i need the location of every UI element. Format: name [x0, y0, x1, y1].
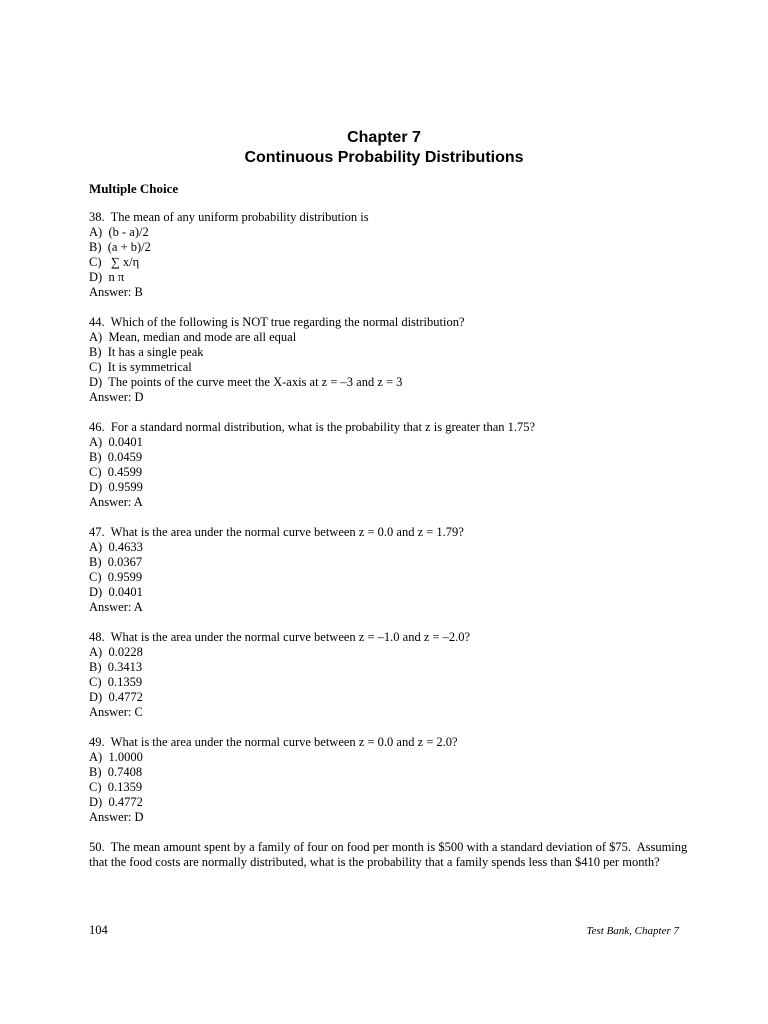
question-stem: 46. For a standard normal distribution, what is the probability that z is greater than 1.75? [89, 420, 536, 434]
answer-option: C) 0.1359 [89, 780, 143, 794]
page-number: 104 [89, 923, 108, 937]
answer-option: D) 0.9599 [89, 480, 143, 494]
answer-option: A) 0.4633 [89, 540, 143, 554]
question-stem: 47. What is the area under the normal curve between z = 0.0 and z = 1.79? [89, 525, 464, 539]
answer-key: Answer: A [89, 600, 143, 614]
question-stem: 49. What is the area under the normal curve between z = 0.0 and z = 2.0? [89, 735, 458, 749]
question-stem: 44. Which of the following is NOT true regarding the normal distribution? [89, 315, 465, 329]
answer-option: B) It has a single peak [89, 345, 204, 359]
question-stem: 50. The mean amount spent by a family of four on food per month is $500 with a standard deviation of $75. Assuming that the food costs are normally distributed, what is the probability that a family spends less than $410 per month? [89, 840, 691, 869]
answer-option: A) (b - a)/2 [89, 225, 149, 239]
answer-option: C) 0.9599 [89, 570, 143, 584]
question-item [89, 315, 694, 405]
answer-key: Answer: D [89, 390, 144, 404]
answer-key: Answer: A [89, 495, 143, 509]
answer-option: B) 0.7408 [89, 765, 143, 779]
running-footer-title: Test Bank, Chapter 7 [586, 925, 679, 937]
answer-option: B) 0.3413 [89, 660, 143, 674]
question-item [89, 525, 694, 615]
question-item [89, 630, 694, 720]
answer-key: Answer: C [89, 705, 143, 719]
question-item [89, 420, 694, 510]
question-list [89, 210, 694, 885]
answer-key: Answer: B [89, 285, 143, 299]
question-item [89, 735, 694, 825]
answer-option: A) 0.0228 [89, 645, 143, 659]
answer-option: D) 0.0401 [89, 585, 143, 599]
answer-option: B) (a + b)/2 [89, 240, 151, 254]
answer-option: D) The points of the curve meet the X-axis at z = –3 and z = 3 [89, 375, 403, 389]
answer-option: A) 0.0401 [89, 435, 143, 449]
answer-option: A) Mean, median and mode are all equal [89, 330, 297, 344]
chapter-number: Chapter 7 [347, 129, 421, 146]
answer-option: C) It is symmetrical [89, 360, 192, 374]
answer-option: B) 0.0459 [89, 450, 143, 464]
answer-option: D) 0.4772 [89, 690, 143, 704]
answer-key: Answer: D [89, 810, 144, 824]
answer-option: D) n π [89, 270, 125, 284]
question-stem: 38. The mean of any uniform probability distribution is [89, 210, 369, 224]
question-item [89, 840, 694, 870]
chapter-title: Continuous Probability Distributions [244, 149, 524, 166]
question-item [89, 210, 694, 300]
answer-option: A) 1.0000 [89, 750, 143, 764]
section-heading: Multiple Choice [89, 181, 179, 196]
answer-option: C) 0.1359 [89, 675, 143, 689]
answer-option: D) 0.4772 [89, 795, 143, 809]
answer-option: C) ∑ x/η [89, 255, 140, 269]
answer-option: C) 0.4599 [89, 465, 143, 479]
question-stem: 48. What is the area under the normal curve between z = –1.0 and z = –2.0? [89, 630, 471, 644]
answer-option: B) 0.0367 [89, 555, 143, 569]
